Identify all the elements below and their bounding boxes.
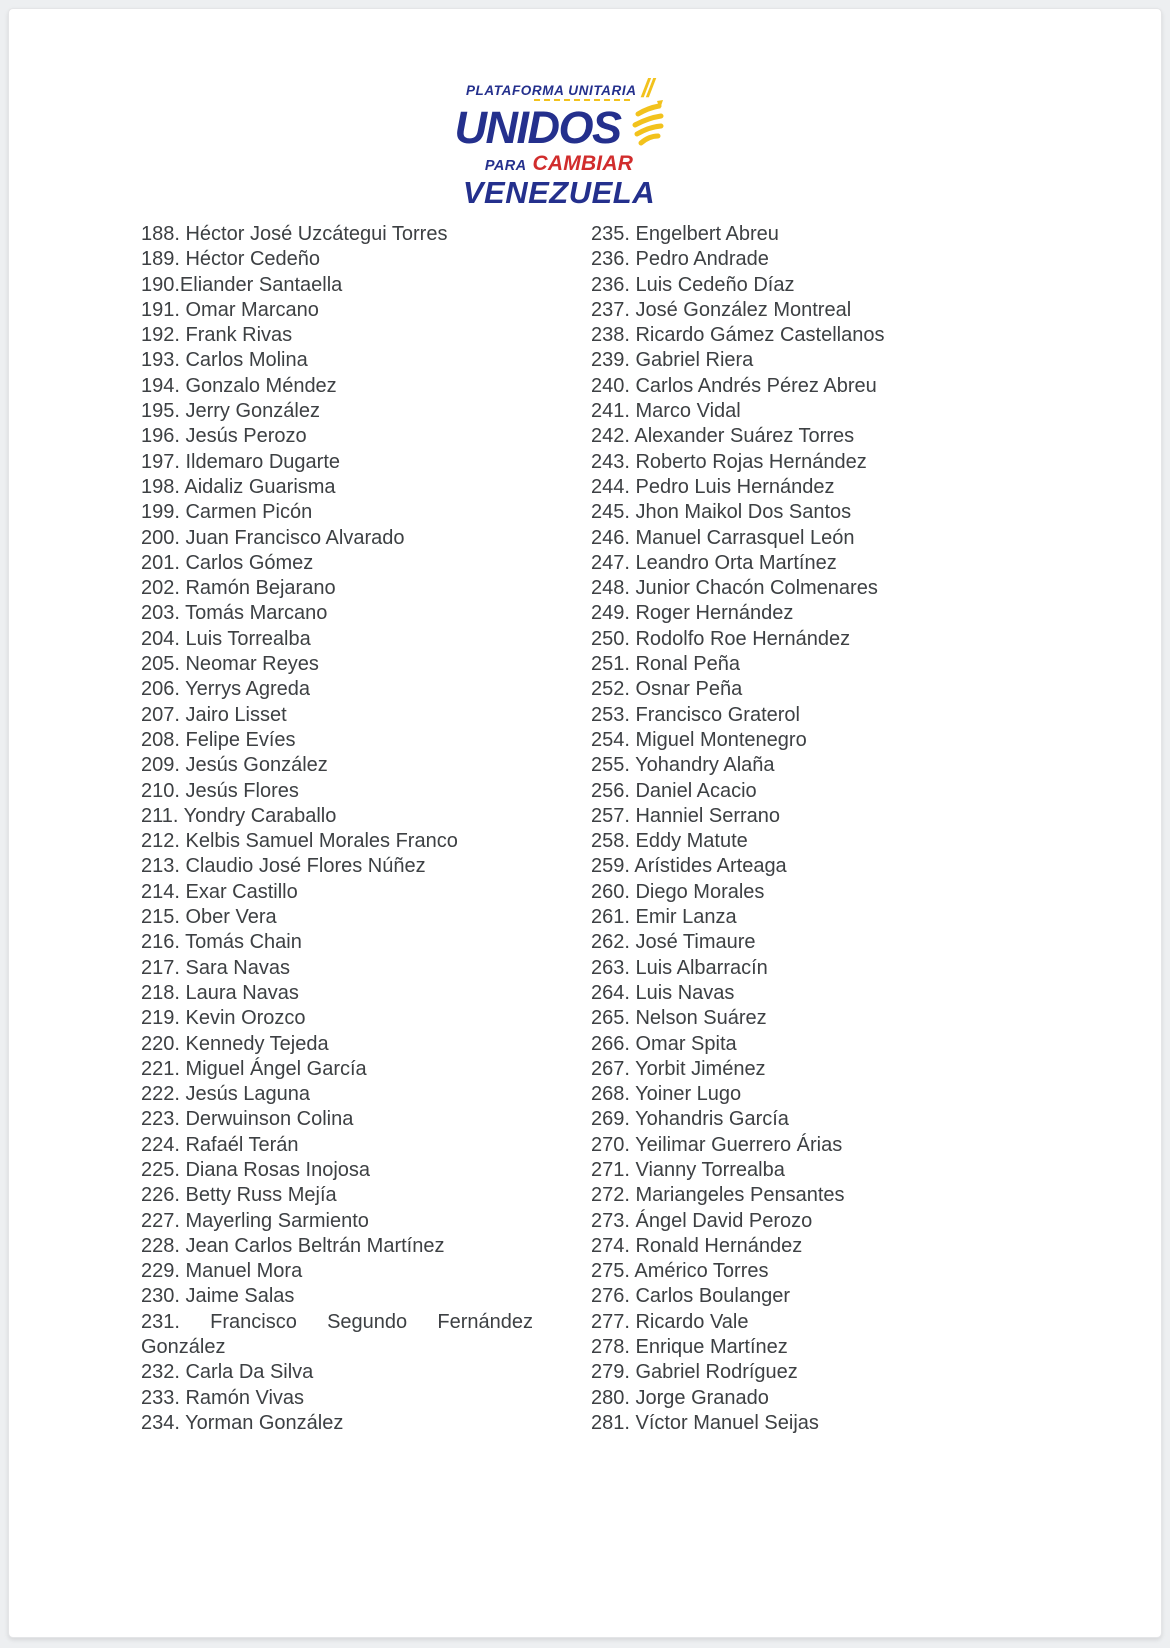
list-item: 271. Vianny Torrealba [591,1158,785,1181]
list-item: 231. Francisco Segundo Fernández González [141,1310,533,1359]
list-item: 264. Luis Navas [591,981,735,1004]
list-item: 194. Gonzalo Méndez [141,374,337,397]
list-item: 240. Carlos Andrés Pérez Abreu [591,374,877,397]
list-item: 212. Kelbis Samuel Morales Franco [141,830,458,853]
list-item: 260. Diego Morales [591,880,765,903]
list-item: 247. Leandro Orta Martínez [591,551,837,574]
list-item: 278. Enrique Martínez [591,1336,788,1359]
list-item: 243. Roberto Rojas Hernández [591,450,867,473]
name-list [9,222,1161,1436]
list-item: 226. Betty Russ Mejía [141,1184,337,1207]
list-item: 281. Víctor Manuel Seijas [591,1411,819,1434]
list-item: 259. Arístides Arteaga [591,855,787,878]
list-item: 221. Miguel Ángel García [141,1057,367,1080]
logo-top-text: PLATAFORMA UNITARIA [465,82,637,98]
list-item: 233. Ramón Vivas [141,1386,305,1409]
list-item: 255. Yohandry Alaña [591,754,775,777]
list-item: 192. Frank Rivas [141,324,293,347]
list-item: 198. Aidaliz Guarisma [141,475,336,498]
list-item: 224. Rafaél Terán [141,1133,299,1156]
plataforma-unitaria-logo [454,75,663,208]
logo-word-cambiar: CAMBIAR [532,152,634,175]
list-item: 190.Eliander Santaella [141,273,343,296]
list-item: 234. Yorman González [141,1411,344,1434]
list-item: 229. Manuel Mora [141,1260,303,1283]
list-item: 244. Pedro Luis Hernández [591,475,835,498]
list-item: 203. Tomás Marcano [141,602,328,625]
list-item: 201. Carlos Gómez [141,551,314,574]
logo-main-row [454,103,663,151]
logo-word-venezuela: VENEZUELA [462,175,656,210]
list-item: 272. Mariangeles Pensantes [591,1184,845,1207]
list-item: 236. Luis Cedeño Díaz [591,273,795,296]
list-item: 220. Kennedy Tejeda [141,1032,329,1055]
list-item: 217. Sara Navas [141,956,290,979]
yellow-hand-icon [624,99,664,151]
list-item: 197. Ildemaro Dugarte [141,450,341,473]
list-item: 253. Francisco Graterol [591,703,800,726]
list-item: 246. Manuel Carrasquel León [591,526,855,549]
list-item: 219. Kevin Orozco [141,1007,306,1030]
list-item: 188. Héctor José Uzcátegui Torres [141,223,448,245]
list-item: 218. Laura Navas [141,981,299,1004]
double-slash-icon: // [641,73,653,103]
list-item: 209. Jesús González [141,754,328,777]
document-page [8,8,1162,1638]
logo-word-para: PARA [484,158,527,174]
list-item: 206. Yerrys Agreda [141,678,311,701]
list-item: 252. Osnar Peña [591,678,743,701]
list-item: 262. José Timaure [591,931,756,954]
list-item: 191. Omar Marcano [141,298,319,321]
list-item: 280. Jorge Granado [591,1386,769,1409]
logo-word-unidos: UNIDOS [454,101,621,153]
list-item: 211. Yondry Caraballo [141,804,337,827]
list-item: 193. Carlos Molina [141,349,308,372]
list-item: 210. Jesús Flores [141,779,299,802]
list-item: 261. Emir Lanza [591,906,737,929]
logo-top-row [465,73,653,103]
list-item: 200. Juan Francisco Alvarado [141,526,405,549]
list-item: 204. Luis Torrealba [141,627,311,650]
list-item: 275. Américo Torres [591,1260,769,1283]
list-item: 269. Yohandris García [591,1108,789,1131]
list-item: 222. Jesús Laguna [141,1083,311,1106]
list-item: 263. Luis Albarracín [591,956,768,979]
list-item: 256. Daniel Acacio [591,779,757,802]
logo-sub-row [485,153,633,174]
list-item: 202. Ramón Bejarano [141,577,336,600]
list-item: 199. Carmen Picón [141,501,313,524]
list-item: 207. Jairo Lisset [141,703,287,726]
list-item: 228. Jean Carlos Beltrán Martínez [141,1234,445,1257]
list-item: 189. Héctor Cedeño [141,248,321,271]
list-item: 270. Yeilimar Guerrero Árias [591,1133,843,1156]
list-item: 249. Roger Hernández [591,602,794,625]
list-item: 267. Yorbit Jiménez [591,1057,766,1080]
list-item: 251. Ronal Peña [591,653,741,676]
list-item: 216. Tomás Chain [141,931,302,954]
list-item: 225. Diana Rosas Inojosa [141,1158,371,1181]
list-item: 214. Exar Castillo [141,880,298,903]
list-item: 239. Gabriel Riera [591,349,754,372]
list-item: 195. Jerry González [141,400,320,423]
list-item: 205. Neomar Reyes [141,653,319,676]
list-item: 235. Engelbert Abreu [591,223,779,245]
list-item: 257. Hanniel Serrano [591,804,781,827]
list-item: 273. Ángel David Perozo [591,1209,813,1232]
list-column-left [141,222,533,1436]
list-item: 279. Gabriel Rodríguez [591,1361,798,1384]
list-item: 258. Eddy Matute [591,830,748,853]
list-item: 245. Jhon Maikol Dos Santos [591,501,852,524]
list-item: 277. Ricardo Vale [591,1310,749,1333]
list-item: 232. Carla Da Silva [141,1361,314,1384]
list-item: 215. Ober Vera [141,906,277,929]
list-item: 254. Miguel Montenegro [591,728,807,751]
list-item: 266. Omar Spita [591,1032,737,1055]
list-item: 274. Ronald Hernández [591,1234,803,1257]
list-item: 238. Ricardo Gámez Castellanos [591,324,885,347]
list-item: 276. Carlos Boulanger [591,1285,791,1308]
list-item: 213. Claudio José Flores Núñez [141,855,426,878]
list-item: 241. Marco Vidal [591,400,741,423]
list-item: 227. Mayerling Sarmiento [141,1209,369,1232]
list-item: 248. Junior Chacón Colmenares [591,577,878,600]
list-item: 250. Rodolfo Roe Hernández [591,627,851,650]
list-item: 236. Pedro Andrade [591,248,769,271]
list-item: 237. José González Montreal [591,298,852,321]
list-column-right [591,222,1037,1436]
list-item: 268. Yoiner Lugo [591,1083,742,1106]
list-item: 265. Nelson Suárez [591,1007,767,1030]
logo-underline-decoration [534,99,630,101]
list-item: 242. Alexander Suárez Torres [591,425,855,448]
list-item: 230. Jaime Salas [141,1285,295,1308]
list-item: 223. Derwuinson Colina [141,1108,354,1131]
list-item: 196. Jesús Perozo [141,425,307,448]
list-item: 208. Felipe Evíes [141,728,296,751]
